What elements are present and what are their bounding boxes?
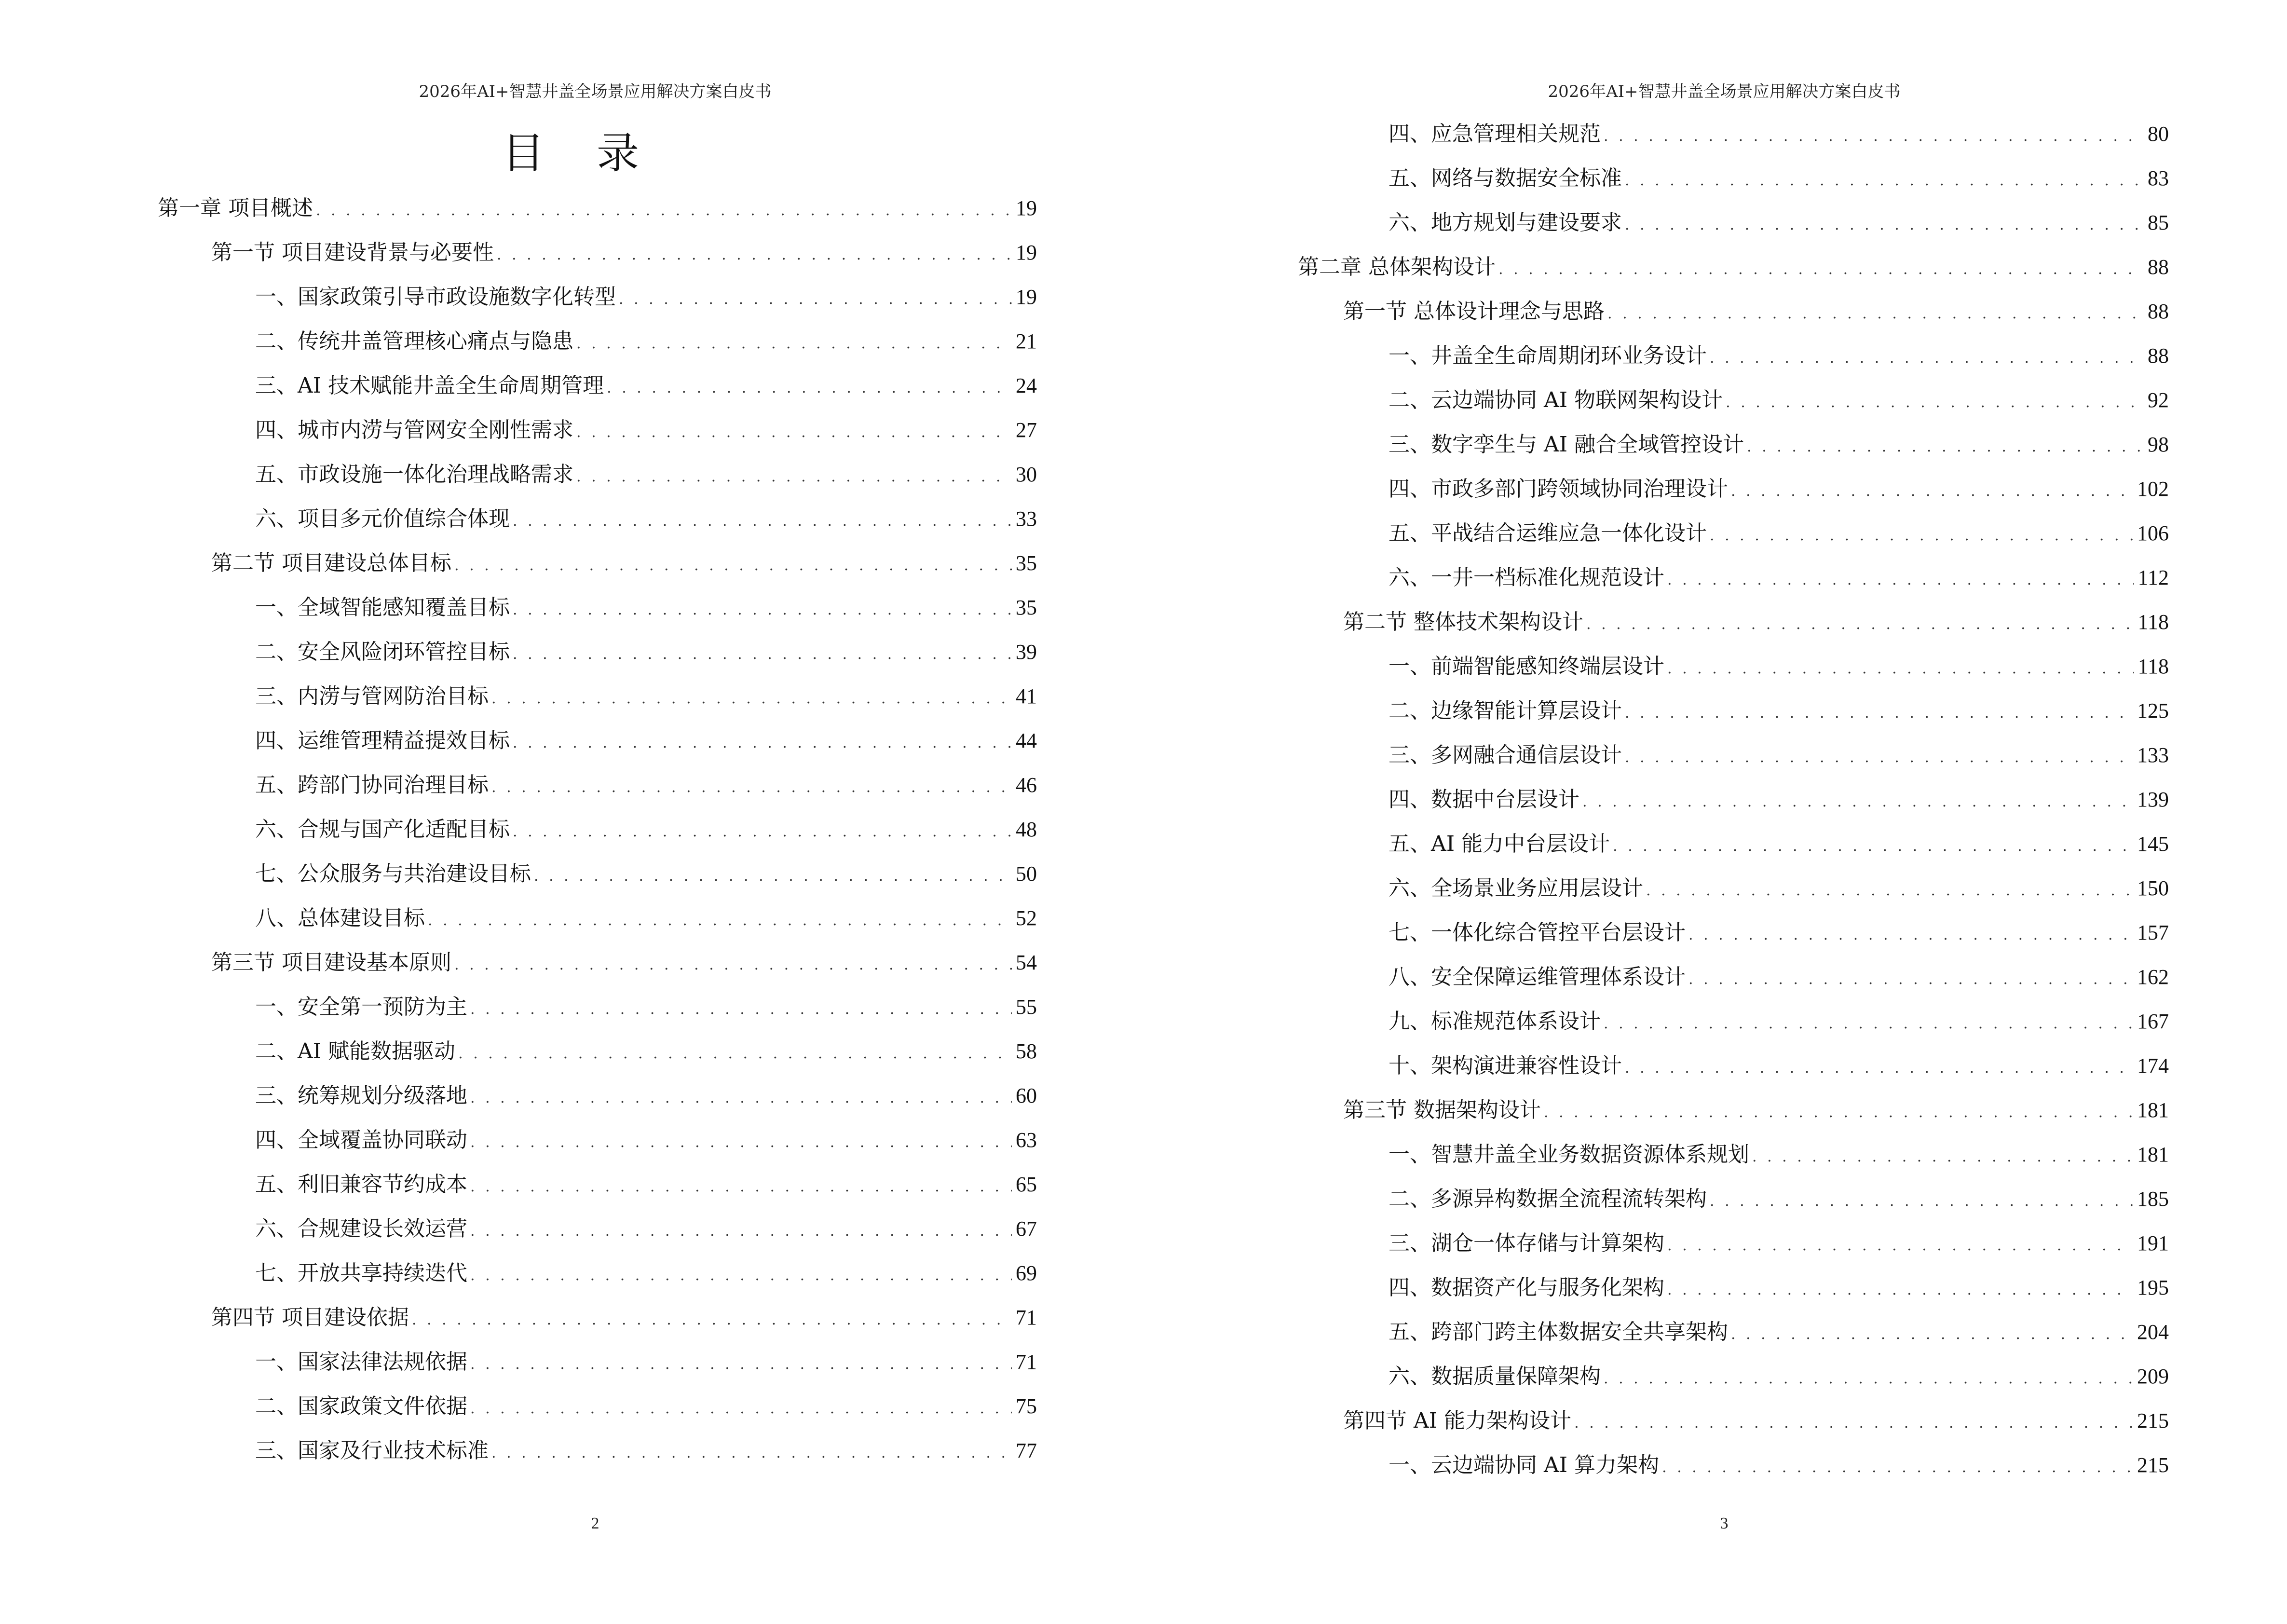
toc-entry[interactable]: [1389, 563, 2169, 592]
toc-entry-page-number: 39: [1016, 640, 1037, 664]
toc-entry-label: 二、安全风险闭环管控目标: [255, 640, 510, 664]
toc-entry-page-number: 106: [2137, 521, 2169, 545]
toc-entry[interactable]: [1389, 785, 2169, 814]
toc-entry-label: 六、数据质量保障架构: [1389, 1364, 1601, 1389]
toc-entry-label: 五、跨部门协同治理目标: [255, 773, 489, 797]
toc-entry[interactable]: [1343, 1406, 2169, 1435]
dot-leader: [458, 1039, 1012, 1068]
toc-entry-label: 九、标准规范体系设计: [1389, 1009, 1601, 1034]
toc-entry-page-number: 55: [1016, 995, 1037, 1019]
toc-entry-page-number: 35: [1016, 551, 1037, 575]
dot-leader: [1604, 1365, 2133, 1393]
toc-entry-page-number: 75: [1016, 1394, 1037, 1418]
dot-leader: [1667, 1276, 2133, 1305]
toc-entry[interactable]: [1389, 1273, 2169, 1302]
toc-entry-label: 第一章 项目概述: [158, 196, 313, 220]
toc-entry-label: 一、云边端协同 AI 算力架构: [1389, 1453, 1660, 1477]
toc-entry[interactable]: [255, 771, 1037, 800]
toc-entry-page-number: 80: [2148, 122, 2169, 146]
dot-leader: [1544, 1098, 2133, 1127]
dot-leader: [470, 1173, 1012, 1201]
dot-leader: [1625, 166, 2144, 195]
toc-entry[interactable]: [1389, 1318, 2169, 1347]
toc-entry-label: 二、边缘智能计算层设计: [1389, 698, 1622, 723]
toc-title: 目 录: [502, 128, 658, 178]
toc-entry[interactable]: [1343, 297, 2169, 326]
toc-entry[interactable]: [1389, 475, 2169, 504]
toc-entry[interactable]: [1389, 519, 2169, 548]
toc-entry-page-number: 30: [1016, 463, 1037, 486]
toc-entry[interactable]: [1389, 120, 2169, 149]
toc-entry[interactable]: [1389, 1185, 2169, 1214]
toc-entry-label: 四、应急管理相关规范: [1389, 122, 1601, 146]
dot-leader: [1625, 743, 2133, 772]
dot-leader: [513, 507, 1012, 536]
dot-leader: [1688, 965, 2133, 994]
dot-leader: [1662, 1453, 2133, 1482]
toc-entry[interactable]: [1389, 1140, 2169, 1169]
toc-entry-page-number: 98: [2148, 433, 2169, 456]
toc-entry-label: 十、架构演进兼容性设计: [1389, 1053, 1622, 1078]
dot-leader: [470, 1350, 1012, 1379]
toc-entry[interactable]: [1389, 386, 2169, 415]
toc-entry-page-number: 67: [1016, 1217, 1037, 1241]
toc-entry[interactable]: [255, 1126, 1037, 1155]
toc-entry-page-number: 44: [1016, 729, 1037, 752]
toc-entry-label: 第一节 总体设计理念与思路: [1343, 299, 1605, 324]
toc-entry-page-number: 133: [2137, 743, 2169, 767]
dot-leader: [1498, 255, 2144, 284]
toc-entry-label: 六、地方规划与建设要求: [1389, 210, 1622, 235]
toc-entry-page-number: 181: [2137, 1098, 2169, 1122]
toc-entry-label: 六、一井一档标准化规范设计: [1389, 565, 1664, 590]
toc-entry-label: 六、项目多元价值综合体现: [255, 506, 510, 531]
toc-entry-label: 一、智慧井盖全业务数据资源体系规划: [1389, 1142, 1749, 1167]
toc-entry-label: 二、多源异构数据全流程流转架构: [1389, 1187, 1707, 1211]
toc-entry-page-number: 52: [1016, 906, 1037, 930]
toc-entry-label: 七、开放共享持续迭代: [255, 1261, 467, 1285]
dot-leader: [534, 862, 1012, 891]
toc-entry[interactable]: [255, 726, 1037, 755]
toc-entry[interactable]: [255, 593, 1037, 622]
dot-leader: [1710, 344, 2144, 373]
toc-entry-label: 六、合规建设长效运营: [255, 1216, 467, 1241]
toc-entry-page-number: 46: [1016, 773, 1037, 797]
toc-entry[interactable]: [1389, 696, 2169, 725]
toc-entry-label: 第三节 项目建设基本原则: [211, 950, 451, 975]
toc-entry-label: 四、市政多部门跨领域协同治理设计: [1389, 477, 1728, 501]
dot-leader: [1752, 1143, 2133, 1172]
toc-entry[interactable]: [1298, 253, 2169, 282]
dot-leader: [316, 196, 1012, 225]
dot-leader: [1574, 1409, 2133, 1438]
toc-entry[interactable]: [255, 682, 1037, 711]
toc-entry-label: 一、国家法律法规依据: [255, 1350, 467, 1374]
page-number: 3: [1720, 1515, 1729, 1532]
toc-entry-page-number: 50: [1016, 862, 1037, 886]
toc-entry-page-number: 112: [2137, 566, 2169, 589]
toc-entry[interactable]: [255, 416, 1037, 445]
toc-entry-label: 五、跨部门跨主体数据安全共享架构: [1389, 1320, 1728, 1344]
toc-entry-page-number: 27: [1016, 418, 1037, 442]
toc-entry-page-number: 125: [2137, 699, 2169, 723]
dot-leader: [513, 640, 1012, 669]
right-page: [1144, 0, 2287, 1624]
toc-entry[interactable]: [255, 505, 1037, 533]
toc-entry-page-number: 21: [1016, 329, 1037, 353]
toc-entry-page-number: 19: [1016, 241, 1037, 264]
toc-entry-page-number: 191: [2137, 1231, 2169, 1255]
dot-leader: [470, 1128, 1012, 1157]
toc-entry[interactable]: [255, 638, 1037, 667]
toc-entry-label: 六、全场景业务应用层设计: [1389, 876, 1643, 901]
toc-entry-label: 二、传统井盖管理核心痛点与隐患: [255, 329, 573, 354]
toc-entry-page-number: 174: [2137, 1054, 2169, 1078]
toc-entry[interactable]: [255, 283, 1037, 312]
dot-leader: [491, 1439, 1012, 1468]
dot-leader: [513, 729, 1012, 758]
dot-leader: [491, 684, 1012, 713]
toc-entry[interactable]: [1389, 208, 2169, 237]
dot-leader: [1710, 521, 2133, 550]
toc-entry-label: 五、利旧兼容节约成本: [255, 1172, 467, 1197]
dot-leader: [576, 463, 1012, 491]
dot-leader: [513, 596, 1012, 625]
toc-entry-page-number: 102: [2137, 477, 2169, 501]
toc-entry[interactable]: [1389, 1362, 2169, 1391]
toc-entry[interactable]: [158, 194, 1037, 223]
toc-entry[interactable]: [211, 1303, 1037, 1332]
toc-entry[interactable]: [1389, 1229, 2169, 1258]
dot-leader: [470, 995, 1012, 1024]
toc-entry[interactable]: [211, 238, 1037, 267]
toc-entry-label: 第二节 项目建设总体目标: [211, 551, 451, 575]
toc-entry[interactable]: [211, 948, 1037, 977]
toc-entry-page-number: 195: [2137, 1276, 2169, 1299]
running-header: 2026年AI+智慧井盖全场景应用解决方案白皮书: [419, 82, 772, 101]
toc-entry-label: 六、合规与国产化适配目标: [255, 817, 510, 842]
dot-leader: [470, 1084, 1012, 1113]
toc-entry[interactable]: [1389, 341, 2169, 370]
toc-entry-page-number: 157: [2137, 921, 2169, 944]
toc-entry[interactable]: [1389, 1007, 2169, 1036]
dot-leader: [1688, 921, 2133, 950]
toc-entry[interactable]: [255, 1170, 1037, 1199]
toc-entry-page-number: 63: [1016, 1128, 1037, 1152]
toc-entry[interactable]: [1389, 963, 2169, 992]
toc-entry-label: 四、城市内涝与管网安全刚性需求: [255, 418, 573, 442]
dot-leader: [470, 1217, 1012, 1246]
toc-entry-page-number: 85: [2148, 211, 2169, 234]
toc-entry-page-number: 71: [1016, 1350, 1037, 1374]
toc-entry-page-number: 69: [1016, 1261, 1037, 1285]
dot-leader: [1586, 610, 2134, 639]
dot-leader: [1625, 1054, 2133, 1083]
toc-entry-label: 第三节 数据架构设计: [1343, 1098, 1541, 1122]
toc-entry-page-number: 58: [1016, 1039, 1037, 1063]
toc-entry-page-number: 41: [1016, 684, 1037, 708]
toc-entry-label: 第一节 项目建设背景与必要性: [211, 240, 494, 265]
running-header: 2026年AI+智慧井盖全场景应用解决方案白皮书: [1548, 82, 1901, 101]
toc-entry-label: 八、总体建设目标: [255, 906, 425, 930]
toc-entry-label: 七、一体化综合管控平台层设计: [1389, 920, 1686, 945]
toc-entry[interactable]: [255, 1215, 1037, 1243]
toc-entry-page-number: 88: [2148, 344, 2169, 368]
toc-entry-label: 五、平战结合运维应急一体化设计: [1389, 521, 1707, 546]
dot-leader: [1731, 477, 2133, 506]
page-number: 2: [591, 1515, 599, 1532]
dot-leader: [1667, 1231, 2133, 1260]
toc-entry-page-number: 185: [2137, 1187, 2169, 1211]
toc-entry-page-number: 118: [2137, 610, 2169, 634]
toc-entry-page-number: 209: [2137, 1365, 2169, 1388]
toc-entry-label: 四、数据资产化与服务化架构: [1389, 1275, 1664, 1300]
toc-entry[interactable]: [1389, 430, 2169, 459]
toc-entry-label: 第二章 总体架构设计: [1298, 255, 1496, 279]
toc-entry-page-number: 48: [1016, 818, 1037, 841]
toc-entry[interactable]: [255, 1037, 1037, 1066]
toc-entry-page-number: 145: [2137, 832, 2169, 856]
dot-leader: [1646, 876, 2133, 905]
dot-leader: [1625, 699, 2133, 728]
toc-entry-page-number: 215: [2137, 1409, 2169, 1433]
toc-entry[interactable]: [1389, 741, 2169, 770]
toc-entry-label: 四、全域覆盖协同联动: [255, 1128, 467, 1152]
toc-entry-label: 四、运维管理精益提效目标: [255, 728, 510, 753]
toc-entry-page-number: 92: [2148, 388, 2169, 412]
dot-leader: [428, 906, 1012, 935]
toc-entry-page-number: 60: [1016, 1084, 1037, 1107]
toc-entry[interactable]: [255, 460, 1037, 489]
toc-entry[interactable]: [1389, 652, 2169, 681]
toc-entry-page-number: 88: [2148, 255, 2169, 279]
toc-entry-label: 四、数据中台层设计: [1389, 787, 1579, 812]
dot-leader: [619, 285, 1012, 314]
toc-entry-page-number: 83: [2148, 166, 2169, 190]
toc-entry-page-number: 167: [2137, 1010, 2169, 1033]
dot-leader: [470, 1261, 1012, 1290]
toc-entry-page-number: 215: [2137, 1453, 2169, 1477]
dot-leader: [497, 241, 1012, 270]
dot-leader: [576, 418, 1012, 447]
toc-entry[interactable]: [211, 549, 1037, 578]
toc-entry-page-number: 35: [1016, 596, 1037, 619]
toc-entry[interactable]: [255, 815, 1037, 844]
dot-leader: [1747, 433, 2144, 462]
toc-entry-page-number: 162: [2137, 965, 2169, 989]
toc-entry-label: 第四节 项目建设依据: [211, 1305, 409, 1330]
toc-entry[interactable]: [255, 1081, 1037, 1110]
toc-entry-label: 五、AI 能力中台层设计: [1389, 832, 1610, 856]
toc-entry[interactable]: [1389, 164, 2169, 193]
dot-leader: [454, 951, 1012, 980]
dot-leader: [412, 1306, 1012, 1335]
toc-entry[interactable]: [255, 327, 1037, 356]
toc-entry-label: 三、国家及行业技术标准: [255, 1438, 489, 1463]
dot-leader: [1667, 566, 2134, 595]
toc-entry-label: 一、安全第一预防为主: [255, 995, 467, 1019]
toc-entry-page-number: 204: [2137, 1320, 2169, 1344]
dot-leader: [470, 1394, 1012, 1423]
toc-entry-page-number: 33: [1016, 507, 1037, 531]
toc-entry-label: 一、前端智能感知终端层设计: [1389, 654, 1664, 679]
toc-entry[interactable]: [255, 993, 1037, 1022]
toc-entry[interactable]: [1389, 918, 2169, 947]
toc-entry-label: 七、公众服务与共治建设目标: [255, 861, 531, 886]
dot-leader: [513, 818, 1012, 846]
toc-entry-page-number: 65: [1016, 1173, 1037, 1196]
toc-entry-label: 三、统筹规划分级落地: [255, 1083, 467, 1108]
toc-entry[interactable]: [255, 1259, 1037, 1288]
toc-entry-page-number: 139: [2137, 788, 2169, 811]
toc-entry[interactable]: [255, 904, 1037, 933]
dot-leader: [1604, 1010, 2133, 1038]
toc-entry-page-number: 150: [2137, 876, 2169, 900]
toc-entry-page-number: 88: [2148, 300, 2169, 323]
toc-entry-page-number: 181: [2137, 1143, 2169, 1166]
toc-entry[interactable]: [1389, 830, 2169, 859]
dot-leader: [1710, 1187, 2133, 1216]
dot-leader: [491, 773, 1012, 802]
toc-entry-label: 三、数字孪生与 AI 融合全域管控设计: [1389, 432, 1744, 457]
toc-entry-label: 三、多网融合通信层设计: [1389, 743, 1622, 767]
toc-entry-label: 二、国家政策文件依据: [255, 1394, 467, 1419]
toc-entry[interactable]: [1389, 1051, 2169, 1080]
dot-leader: [1582, 788, 2133, 817]
dot-leader: [607, 374, 1012, 403]
toc-entry[interactable]: [255, 1392, 1037, 1421]
toc-entry-label: 三、内涝与管网防治目标: [255, 684, 489, 709]
toc-entry-page-number: 19: [1016, 285, 1037, 309]
dot-leader: [1667, 655, 2134, 683]
toc-entry[interactable]: [255, 1436, 1037, 1465]
toc-entry[interactable]: [255, 1348, 1037, 1377]
toc-entry-page-number: 71: [1016, 1306, 1037, 1329]
toc-entry-label: 二、AI 赋能数据驱动: [255, 1039, 456, 1064]
toc-entry-label: 五、网络与数据安全标准: [1389, 166, 1622, 191]
toc-entry-label: 三、AI 技术赋能井盖全生命周期管理: [255, 373, 604, 398]
toc-entry-label: 五、市政设施一体化治理战略需求: [255, 462, 573, 487]
toc-entry[interactable]: [1389, 1451, 2169, 1480]
dot-leader: [1604, 122, 2144, 151]
toc-entry-page-number: 19: [1016, 196, 1037, 220]
toc-entry-page-number: 77: [1016, 1439, 1037, 1462]
toc-entry[interactable]: [255, 371, 1037, 400]
toc-entry-page-number: 24: [1016, 374, 1037, 397]
toc-entry[interactable]: [1389, 874, 2169, 903]
toc-entry-label: 八、安全保障运维管理体系设计: [1389, 965, 1686, 989]
dot-leader: [1613, 832, 2133, 861]
toc-entry-label: 一、全域智能感知覆盖目标: [255, 595, 510, 620]
dot-leader: [1731, 1320, 2133, 1349]
toc-entry[interactable]: [1343, 1096, 2169, 1125]
toc-entry-label: 三、湖仓一体存储与计算架构: [1389, 1231, 1664, 1256]
dot-leader: [576, 329, 1012, 358]
toc-entry[interactable]: [1343, 608, 2169, 637]
dot-leader: [1726, 388, 2144, 417]
toc-entry-label: 二、云边端协同 AI 物联网架构设计: [1389, 388, 1723, 412]
toc-entry[interactable]: [255, 860, 1037, 888]
toc-entry-label: 第二节 整体技术架构设计: [1343, 610, 1583, 634]
dot-leader: [454, 551, 1012, 580]
toc-entry-page-number: 118: [2137, 655, 2169, 678]
toc-entry-label: 第四节 AI 能力架构设计: [1343, 1408, 1572, 1433]
toc-entry-label: 一、井盖全生命周期闭环业务设计: [1389, 343, 1707, 368]
toc-entry-page-number: 54: [1016, 951, 1037, 974]
dot-leader: [1607, 300, 2144, 328]
dot-leader: [1625, 211, 2144, 240]
toc-entry-label: 一、国家政策引导市政设施数字化转型: [255, 285, 616, 309]
